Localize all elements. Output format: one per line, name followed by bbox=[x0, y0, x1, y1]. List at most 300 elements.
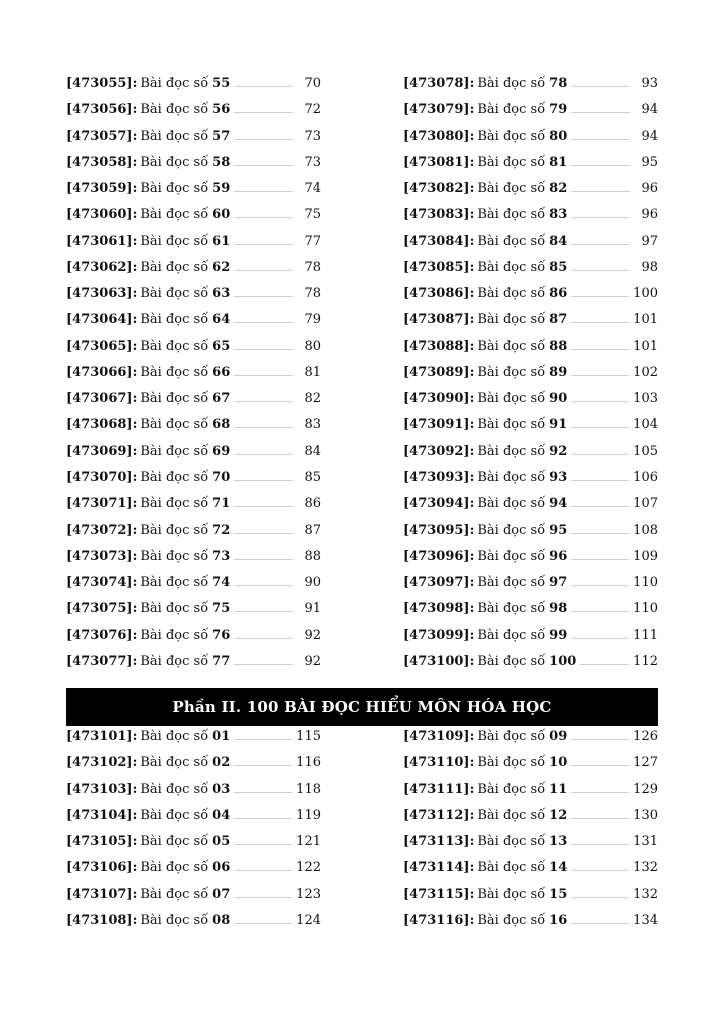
entry-label: Bài đọc số bbox=[477, 76, 546, 91]
entry-number: 09 bbox=[549, 729, 568, 744]
dot-leader bbox=[571, 497, 629, 507]
entry-label: Bài đọc số bbox=[140, 469, 209, 485]
entry-code: [473112]: bbox=[403, 807, 475, 823]
toc-entry[interactable] bbox=[403, 286, 658, 312]
dot-leader bbox=[234, 471, 293, 481]
entry-code: [473057]: bbox=[66, 128, 138, 144]
entry-code: [473099]: bbox=[403, 627, 475, 643]
toc-entry[interactable] bbox=[403, 234, 658, 260]
entry-page-number: 87 bbox=[304, 522, 321, 538]
entry-page-number: 124 bbox=[296, 912, 321, 928]
toc-entry[interactable] bbox=[66, 234, 321, 260]
toc-part2-left-column bbox=[66, 729, 321, 939]
toc-entry[interactable] bbox=[403, 628, 658, 654]
entry-page-number: 82 bbox=[304, 391, 321, 407]
dot-leader bbox=[234, 156, 293, 166]
toc-entry[interactable] bbox=[66, 312, 321, 338]
entry-label: Bài đọc số bbox=[477, 443, 546, 459]
toc-entry[interactable] bbox=[403, 575, 658, 601]
toc-part1-right-column bbox=[403, 76, 658, 680]
entry-number: 01 bbox=[212, 729, 231, 744]
dot-leader bbox=[571, 392, 629, 402]
toc-entry[interactable] bbox=[403, 860, 658, 886]
entry-code: [473070]: bbox=[66, 469, 138, 485]
entry-code: [473094]: bbox=[403, 496, 475, 512]
entry-label: Bài đọc số bbox=[140, 860, 209, 876]
entry-label: Bài đọc số bbox=[477, 496, 546, 512]
entry-label: Bài đọc số bbox=[140, 807, 209, 823]
entry-code: [473107]: bbox=[66, 886, 138, 902]
entry-label: Bài đọc số bbox=[477, 102, 546, 118]
dot-leader bbox=[234, 756, 292, 766]
dot-leader bbox=[571, 888, 629, 898]
entry-code: [473106]: bbox=[66, 860, 138, 876]
toc-part1 bbox=[66, 76, 658, 680]
toc-entry[interactable] bbox=[66, 417, 321, 443]
dot-leader bbox=[234, 809, 292, 819]
toc-entry[interactable] bbox=[403, 181, 658, 207]
entry-code: [473055]: bbox=[66, 76, 138, 91]
entry-page-number: 92 bbox=[304, 627, 321, 643]
entry-page-number: 103 bbox=[633, 391, 658, 407]
dot-leader bbox=[571, 756, 629, 766]
entry-label: Bài đọc số bbox=[140, 496, 209, 512]
entry-page-number: 105 bbox=[633, 443, 658, 459]
entry-label: Bài đọc số bbox=[140, 128, 209, 144]
dot-leader bbox=[571, 602, 629, 612]
dot-leader bbox=[234, 629, 293, 639]
entry-number: 13 bbox=[549, 834, 568, 850]
entry-number: 98 bbox=[549, 601, 568, 617]
entry-page-number: 106 bbox=[633, 469, 658, 485]
dot-leader bbox=[571, 261, 630, 271]
entry-number: 80 bbox=[549, 128, 568, 144]
toc-entry[interactable] bbox=[403, 549, 658, 575]
entry-number: 92 bbox=[549, 443, 568, 459]
dot-leader bbox=[234, 730, 292, 740]
entry-label: Bài đọc số bbox=[140, 755, 209, 771]
entry-code: [473111]: bbox=[403, 781, 475, 797]
entry-page-number: 101 bbox=[633, 312, 658, 328]
section-title: Phần II. 100 BÀI ĐỌC HIỂU MÔN HÓA HỌC bbox=[172, 698, 552, 716]
entry-label: Bài đọc số bbox=[140, 548, 209, 564]
entry-page-number: 132 bbox=[633, 860, 658, 876]
entry-label: Bài đọc số bbox=[140, 886, 209, 902]
toc-entry[interactable] bbox=[403, 444, 658, 470]
entry-page-number: 88 bbox=[304, 548, 321, 564]
dot-leader bbox=[234, 287, 293, 297]
toc-entry[interactable] bbox=[66, 155, 321, 181]
entry-label: Bài đọc số bbox=[477, 417, 546, 433]
dot-leader bbox=[571, 861, 629, 871]
entry-label: Bài đọc số bbox=[140, 575, 209, 591]
dot-leader bbox=[234, 914, 292, 924]
entry-code: [473062]: bbox=[66, 259, 138, 275]
entry-label: Bài đọc số bbox=[140, 443, 209, 459]
entry-number: 02 bbox=[212, 755, 231, 771]
entry-label: Bài đọc số bbox=[140, 601, 209, 617]
toc-entry[interactable] bbox=[66, 444, 321, 470]
toc-entry[interactable] bbox=[66, 729, 321, 755]
entry-label: Bài đọc số bbox=[477, 886, 546, 902]
entry-label: Bài đọc số bbox=[140, 76, 209, 91]
toc-entry[interactable] bbox=[66, 913, 321, 939]
entry-page-number: 100 bbox=[633, 286, 658, 302]
entry-label: Bài đọc số bbox=[477, 207, 546, 223]
entry-label: Bài đọc số bbox=[477, 259, 546, 275]
dot-leader bbox=[234, 366, 293, 376]
entry-page-number: 104 bbox=[633, 417, 658, 433]
entry-number: 03 bbox=[212, 781, 231, 797]
entry-number: 55 bbox=[212, 76, 231, 91]
toc-entry[interactable] bbox=[403, 755, 658, 781]
entry-page-number: 110 bbox=[633, 601, 658, 617]
entry-number: 76 bbox=[212, 627, 231, 643]
entry-code: [473114]: bbox=[403, 860, 475, 876]
toc-entry[interactable] bbox=[66, 628, 321, 654]
entry-label: Bài đọc số bbox=[140, 781, 209, 797]
entry-label: Bài đọc số bbox=[140, 181, 209, 197]
entry-number: 72 bbox=[212, 522, 231, 538]
entry-code: [473090]: bbox=[403, 391, 475, 407]
entry-page-number: 116 bbox=[296, 755, 321, 771]
entry-code: [473105]: bbox=[66, 834, 138, 850]
entry-code: [473109]: bbox=[403, 729, 475, 744]
dot-leader bbox=[571, 156, 630, 166]
toc-entry[interactable] bbox=[66, 860, 321, 886]
dot-leader bbox=[571, 418, 629, 428]
dot-leader bbox=[571, 366, 629, 376]
entry-label: Bài đọc số bbox=[477, 469, 546, 485]
toc-entry[interactable] bbox=[66, 496, 321, 522]
entry-page-number: 111 bbox=[633, 627, 658, 643]
entry-page-number: 78 bbox=[304, 286, 321, 302]
entry-number: 66 bbox=[212, 364, 231, 380]
toc-entry[interactable] bbox=[66, 365, 321, 391]
toc-entry[interactable] bbox=[403, 523, 658, 549]
entry-number: 67 bbox=[212, 391, 231, 407]
entry-label: Bài đọc số bbox=[477, 391, 546, 407]
entry-number: 88 bbox=[549, 338, 568, 354]
entry-code: [473100]: bbox=[403, 653, 475, 669]
toc-entry[interactable] bbox=[66, 782, 321, 808]
dot-leader bbox=[571, 103, 630, 113]
toc-entry[interactable] bbox=[66, 575, 321, 601]
dot-leader bbox=[234, 182, 293, 192]
entry-page-number: 126 bbox=[633, 729, 658, 744]
toc-entry[interactable] bbox=[403, 339, 658, 365]
toc-entry[interactable] bbox=[403, 782, 658, 808]
entry-number: 61 bbox=[212, 233, 231, 249]
entry-code: [473058]: bbox=[66, 154, 138, 170]
dot-leader bbox=[234, 208, 293, 218]
entry-label: Bài đọc số bbox=[140, 233, 209, 249]
entry-code: [473081]: bbox=[403, 154, 475, 170]
entry-number: 82 bbox=[549, 181, 568, 197]
entry-number: 83 bbox=[549, 207, 568, 223]
entry-number: 77 bbox=[212, 653, 231, 669]
dot-leader bbox=[234, 418, 293, 428]
entry-label: Bài đọc số bbox=[140, 417, 209, 433]
entry-code: [473095]: bbox=[403, 522, 475, 538]
entry-page-number: 77 bbox=[304, 233, 321, 249]
entry-code: [473113]: bbox=[403, 834, 475, 850]
toc-entry[interactable] bbox=[66, 470, 321, 496]
entry-code: [473092]: bbox=[403, 443, 475, 459]
entry-label: Bài đọc số bbox=[140, 364, 209, 380]
toc-entry[interactable] bbox=[403, 365, 658, 391]
entry-code: [473110]: bbox=[403, 755, 475, 771]
toc-entry[interactable] bbox=[66, 129, 321, 155]
entry-page-number: 119 bbox=[296, 807, 321, 823]
toc-entry[interactable] bbox=[66, 102, 321, 128]
entry-number: 64 bbox=[212, 312, 231, 328]
dot-leader bbox=[234, 445, 293, 455]
toc-entry[interactable] bbox=[403, 808, 658, 834]
toc-entry[interactable] bbox=[403, 887, 658, 913]
dot-leader bbox=[571, 130, 630, 140]
entry-page-number: 96 bbox=[641, 207, 658, 223]
entry-page-number: 115 bbox=[296, 729, 321, 744]
entry-label: Bài đọc số bbox=[477, 128, 546, 144]
entry-label: Bài đọc số bbox=[477, 522, 546, 538]
entry-page-number: 98 bbox=[641, 259, 658, 275]
entry-page-number: 93 bbox=[641, 76, 658, 91]
toc-entry[interactable] bbox=[403, 76, 658, 102]
toc-entry[interactable] bbox=[403, 601, 658, 627]
entry-code: [473096]: bbox=[403, 548, 475, 564]
entry-number: 93 bbox=[549, 469, 568, 485]
entry-code: [473071]: bbox=[66, 496, 138, 512]
entry-label: Bài đọc số bbox=[140, 522, 209, 538]
entry-label: Bài đọc số bbox=[140, 834, 209, 850]
dot-leader bbox=[571, 471, 629, 481]
entry-page-number: 72 bbox=[304, 102, 321, 118]
entry-page-number: 129 bbox=[633, 781, 658, 797]
entry-page-number: 118 bbox=[296, 781, 321, 797]
entry-code: [473116]: bbox=[403, 912, 475, 928]
entry-page-number: 122 bbox=[296, 860, 321, 876]
toc-entry[interactable] bbox=[66, 260, 321, 286]
entry-label: Bài đọc số bbox=[140, 729, 209, 744]
entry-number: 85 bbox=[549, 259, 568, 275]
toc-entry[interactable] bbox=[66, 834, 321, 860]
toc-entry[interactable] bbox=[403, 913, 658, 939]
dot-leader bbox=[571, 524, 629, 534]
entry-number: 78 bbox=[549, 76, 568, 91]
entry-code: [473087]: bbox=[403, 312, 475, 328]
entry-label: Bài đọc số bbox=[477, 807, 546, 823]
toc-entry[interactable] bbox=[66, 181, 321, 207]
dot-leader bbox=[234, 783, 292, 793]
dot-leader bbox=[234, 655, 293, 665]
entry-number: 11 bbox=[549, 781, 568, 797]
entry-code: [473056]: bbox=[66, 102, 138, 118]
entry-page-number: 130 bbox=[633, 807, 658, 823]
toc-entry[interactable] bbox=[403, 834, 658, 860]
toc-entry[interactable] bbox=[403, 654, 658, 680]
entry-label: Bài đọc số bbox=[477, 601, 546, 617]
entry-page-number: 80 bbox=[304, 338, 321, 354]
toc-entry[interactable] bbox=[66, 391, 321, 417]
dot-leader bbox=[234, 888, 292, 898]
toc-entry[interactable] bbox=[66, 887, 321, 913]
entry-number: 58 bbox=[212, 154, 231, 170]
toc-entry[interactable] bbox=[66, 755, 321, 781]
entry-label: Bài đọc số bbox=[477, 233, 546, 249]
dot-leader bbox=[234, 103, 293, 113]
toc-entry[interactable] bbox=[403, 260, 658, 286]
toc-entry[interactable] bbox=[403, 155, 658, 181]
toc-entry[interactable] bbox=[66, 76, 321, 102]
toc-entry[interactable] bbox=[403, 496, 658, 522]
dot-leader bbox=[234, 130, 293, 140]
toc-entry[interactable] bbox=[66, 523, 321, 549]
entry-number: 73 bbox=[212, 548, 231, 564]
entry-code: [473060]: bbox=[66, 207, 138, 223]
entry-number: 74 bbox=[212, 575, 231, 591]
toc-entry[interactable] bbox=[403, 312, 658, 338]
entry-number: 08 bbox=[212, 912, 231, 928]
toc-entry[interactable] bbox=[66, 286, 321, 312]
entry-code: [473073]: bbox=[66, 548, 138, 564]
dot-leader bbox=[234, 313, 293, 323]
dot-leader bbox=[234, 602, 293, 612]
entry-number: 91 bbox=[549, 417, 568, 433]
entry-page-number: 73 bbox=[304, 154, 321, 170]
entry-code: [473067]: bbox=[66, 391, 138, 407]
entry-label: Bài đọc số bbox=[140, 154, 209, 170]
entry-label: Bài đọc số bbox=[140, 207, 209, 223]
entry-page-number: 107 bbox=[633, 496, 658, 512]
entry-code: [473082]: bbox=[403, 181, 475, 197]
dot-leader bbox=[234, 550, 293, 560]
toc-entry[interactable] bbox=[403, 391, 658, 417]
toc-entry[interactable] bbox=[66, 549, 321, 575]
entry-number: 10 bbox=[549, 755, 568, 771]
entry-label: Bài đọc số bbox=[140, 312, 209, 328]
entry-page-number: 86 bbox=[304, 496, 321, 512]
entry-number: 86 bbox=[549, 286, 568, 302]
toc-entry[interactable] bbox=[403, 470, 658, 496]
dot-leader bbox=[234, 77, 293, 87]
toc-entry[interactable] bbox=[403, 729, 658, 755]
entry-label: Bài đọc số bbox=[477, 755, 546, 771]
toc-entry[interactable] bbox=[403, 129, 658, 155]
entry-page-number: 110 bbox=[633, 575, 658, 591]
entry-page-number: 101 bbox=[633, 338, 658, 354]
dot-leader bbox=[234, 392, 293, 402]
entry-number: 59 bbox=[212, 181, 231, 197]
entry-page-number: 121 bbox=[296, 834, 321, 850]
entry-label: Bài đọc số bbox=[477, 338, 546, 354]
entry-label: Bài đọc số bbox=[477, 860, 546, 876]
dot-leader bbox=[571, 445, 629, 455]
dot-leader bbox=[571, 835, 629, 845]
entry-label: Bài đọc số bbox=[477, 912, 546, 928]
dot-leader bbox=[571, 629, 629, 639]
entry-code: [473084]: bbox=[403, 233, 475, 249]
entry-number: 89 bbox=[549, 364, 568, 380]
entry-code: [473091]: bbox=[403, 417, 475, 433]
dot-leader bbox=[571, 730, 629, 740]
entry-number: 06 bbox=[212, 860, 231, 876]
dot-leader bbox=[571, 576, 629, 586]
entry-page-number: 109 bbox=[633, 548, 658, 564]
entry-code: [473104]: bbox=[66, 807, 138, 823]
dot-leader bbox=[571, 313, 629, 323]
toc-entry[interactable] bbox=[66, 654, 321, 680]
entry-page-number: 78 bbox=[304, 259, 321, 275]
entry-code: [473061]: bbox=[66, 233, 138, 249]
entry-number: 05 bbox=[212, 834, 231, 850]
entry-number: 94 bbox=[549, 496, 568, 512]
entry-label: Bài đọc số bbox=[140, 653, 209, 669]
toc-entry[interactable] bbox=[66, 808, 321, 834]
dot-leader bbox=[571, 340, 629, 350]
entry-code: [473088]: bbox=[403, 338, 475, 354]
entry-page-number: 96 bbox=[641, 181, 658, 197]
dot-leader bbox=[234, 235, 293, 245]
entry-number: 07 bbox=[212, 886, 231, 902]
entry-number: 71 bbox=[212, 496, 231, 512]
toc-entry[interactable] bbox=[403, 207, 658, 233]
dot-leader bbox=[234, 576, 293, 586]
entry-page-number: 94 bbox=[641, 102, 658, 118]
entry-label: Bài đọc số bbox=[477, 312, 546, 328]
entry-code: [473068]: bbox=[66, 417, 138, 433]
toc-entry[interactable] bbox=[66, 207, 321, 233]
entry-code: [473066]: bbox=[66, 364, 138, 380]
entry-label: Bài đọc số bbox=[477, 286, 546, 302]
entry-page-number: 123 bbox=[296, 886, 321, 902]
entry-number: 56 bbox=[212, 102, 231, 118]
entry-number: 70 bbox=[212, 469, 231, 485]
entry-code: [473086]: bbox=[403, 286, 475, 302]
section-heading-part2 bbox=[66, 688, 658, 726]
entry-page-number: 83 bbox=[304, 417, 321, 433]
entry-page-number: 85 bbox=[304, 469, 321, 485]
toc-part1-left-column bbox=[66, 76, 321, 680]
entry-code: [473097]: bbox=[403, 575, 475, 591]
entry-number: 87 bbox=[549, 312, 568, 328]
entry-label: Bài đọc số bbox=[477, 181, 546, 197]
entry-number: 60 bbox=[212, 207, 231, 223]
toc-entry[interactable] bbox=[66, 339, 321, 365]
toc-entry[interactable] bbox=[66, 601, 321, 627]
dot-leader bbox=[571, 783, 629, 793]
entry-number: 57 bbox=[212, 128, 231, 144]
entry-number: 81 bbox=[549, 154, 568, 170]
dot-leader bbox=[234, 497, 293, 507]
entry-code: [473077]: bbox=[66, 653, 138, 669]
entry-label: Bài đọc số bbox=[477, 781, 546, 797]
entry-code: [473065]: bbox=[66, 338, 138, 354]
entry-page-number: 94 bbox=[641, 128, 658, 144]
entry-page-number: 134 bbox=[633, 912, 658, 928]
toc-entry[interactable] bbox=[403, 102, 658, 128]
entry-number: 04 bbox=[212, 807, 231, 823]
entry-page-number: 90 bbox=[304, 575, 321, 591]
toc-entry[interactable] bbox=[403, 417, 658, 443]
entry-code: [473078]: bbox=[403, 76, 475, 91]
entry-number: 84 bbox=[549, 233, 568, 249]
entry-label: Bài đọc số bbox=[140, 259, 209, 275]
entry-page-number: 81 bbox=[304, 364, 321, 380]
entry-page-number: 73 bbox=[304, 128, 321, 144]
entry-code: [473115]: bbox=[403, 886, 475, 902]
entry-page-number: 79 bbox=[304, 312, 321, 328]
